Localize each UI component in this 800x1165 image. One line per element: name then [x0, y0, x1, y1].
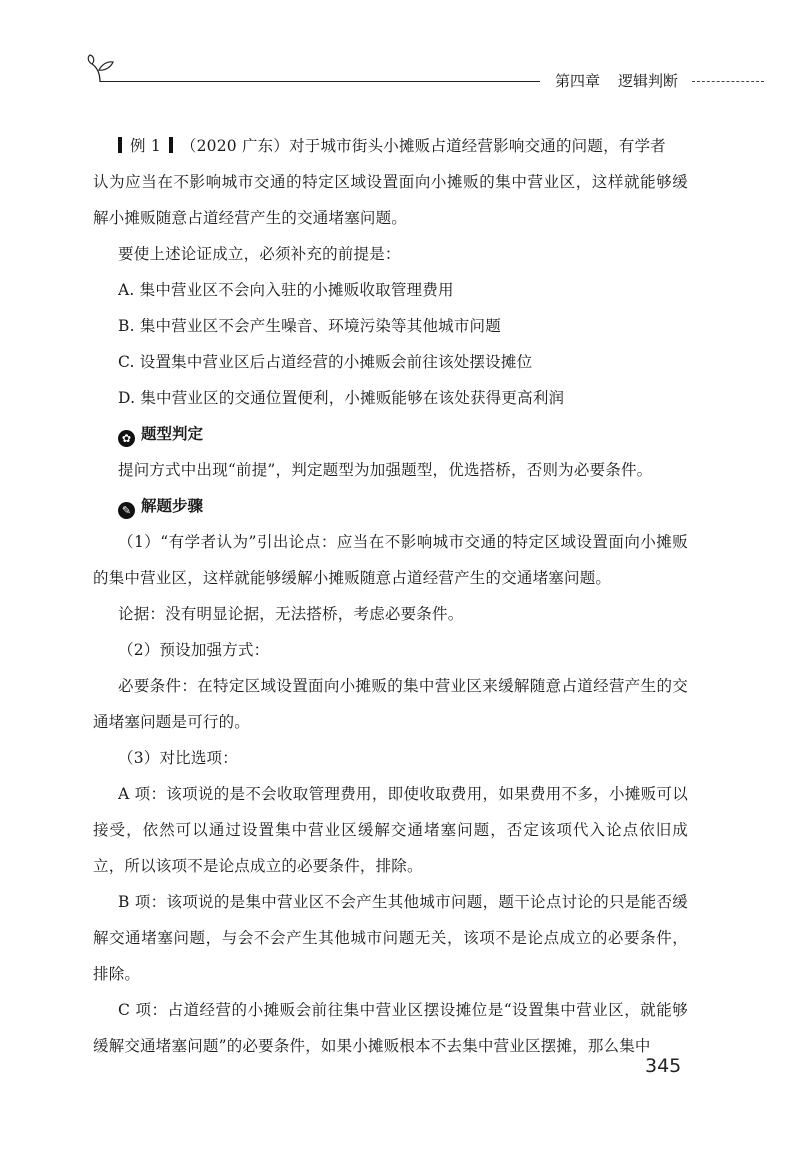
option-d: D. 集中营业区的交通位置便利，小摊贩能够在该处获得更高利润	[118, 389, 565, 407]
steps-section-heading	[118, 488, 688, 524]
page-header	[0, 0, 800, 110]
step-paragraph: （2）预设加强方式：	[118, 641, 270, 659]
type-section-heading	[118, 416, 688, 452]
chapter-label: 第四章	[555, 72, 601, 90]
type-section-text: 提问方式中出现“前提”，判定题型为加强题型，优选搭桥，否则为必要条件。	[118, 461, 653, 479]
option-b: B. 集中营业区不会产生噪音、环境污染等其他城市问题	[118, 317, 501, 335]
example-label: 例 1	[130, 137, 161, 155]
example-stem	[118, 128, 688, 164]
steps-icon: ✎	[118, 502, 135, 519]
step-paragraph: 论据：没有明显论据，无法搭桥，考虑必要条件。	[118, 605, 464, 623]
page-number: 345	[645, 1055, 682, 1077]
section-label: 逻辑判断	[618, 72, 679, 90]
example-stem-rest: 认为应当在不影响城市交通的特定区域设置面向小摊贩的集中营业区，这样就能够缓解小摊贩随意占道经营产生的交通堵塞问题。	[93, 173, 688, 227]
example-source: （2020 广东）	[180, 137, 290, 155]
step-paragraph: B 项：该项说的是集中营业区不会产生其他城市问题，题干论点讨论的只是能否缓解交通堵塞问题，与会不会产生其他城市问题无关，该项不是论点成立的必要条件，排除。	[93, 893, 688, 983]
type-section-title: 题型判定	[141, 425, 204, 443]
step-paragraph: C 项：占道经营的小摊贩会前往集中营业区摆设摊位是“设置集中营业区，就能够缓解交通堵塞问题”的必要条件，如果小摊贩根本不去集中营业区摆摊，那么集中	[93, 1001, 688, 1055]
example-question: 要使上述论证成立，必须补充的前提是：	[118, 245, 401, 263]
header-rule-right	[692, 81, 764, 82]
steps-section-title: 解题步骤	[141, 497, 204, 515]
step-paragraph: 必要条件：在特定区域设置面向小摊贩的集中营业区来缓解随意占道经营产生的交通堵塞问题是可行的。	[93, 677, 688, 731]
step-paragraph: （1）“有学者认为”引出论点：应当在不影响城市交通的特定区域设置面向小摊贩的集中营业区，这样就能够缓解小摊贩随意占道经营产生的交通堵塞问题。	[93, 533, 688, 587]
option-a: A. 集中营业区不会向入驻的小摊贩收取管理费用	[118, 281, 454, 299]
label-bracket-right	[169, 137, 173, 153]
page-body	[93, 128, 688, 1064]
option-c: C. 设置集中营业区后占道经营的小摊贩会前往该处摆设摊位	[118, 353, 533, 371]
step-paragraph: A 项：该项说的是不会收取管理费用，即使收取费用，如果费用不多，小摊贩可以接受，依然可以通过设置集中营业区缓解交通堵塞问题，否定该项代入论点依旧成立，所以该项不是论点成立的必要条件，排除。	[93, 785, 688, 875]
running-head	[555, 70, 678, 91]
header-rule-left	[100, 81, 540, 82]
step-paragraph: （3）对比选项：	[118, 749, 238, 767]
blossom-icon: ✿	[118, 430, 135, 447]
sprout-icon	[86, 52, 116, 84]
example-stem-line1: 对于城市街头小摊贩占道经营影响交通的问题，有学者	[289, 137, 666, 155]
label-bracket-left	[118, 137, 122, 153]
